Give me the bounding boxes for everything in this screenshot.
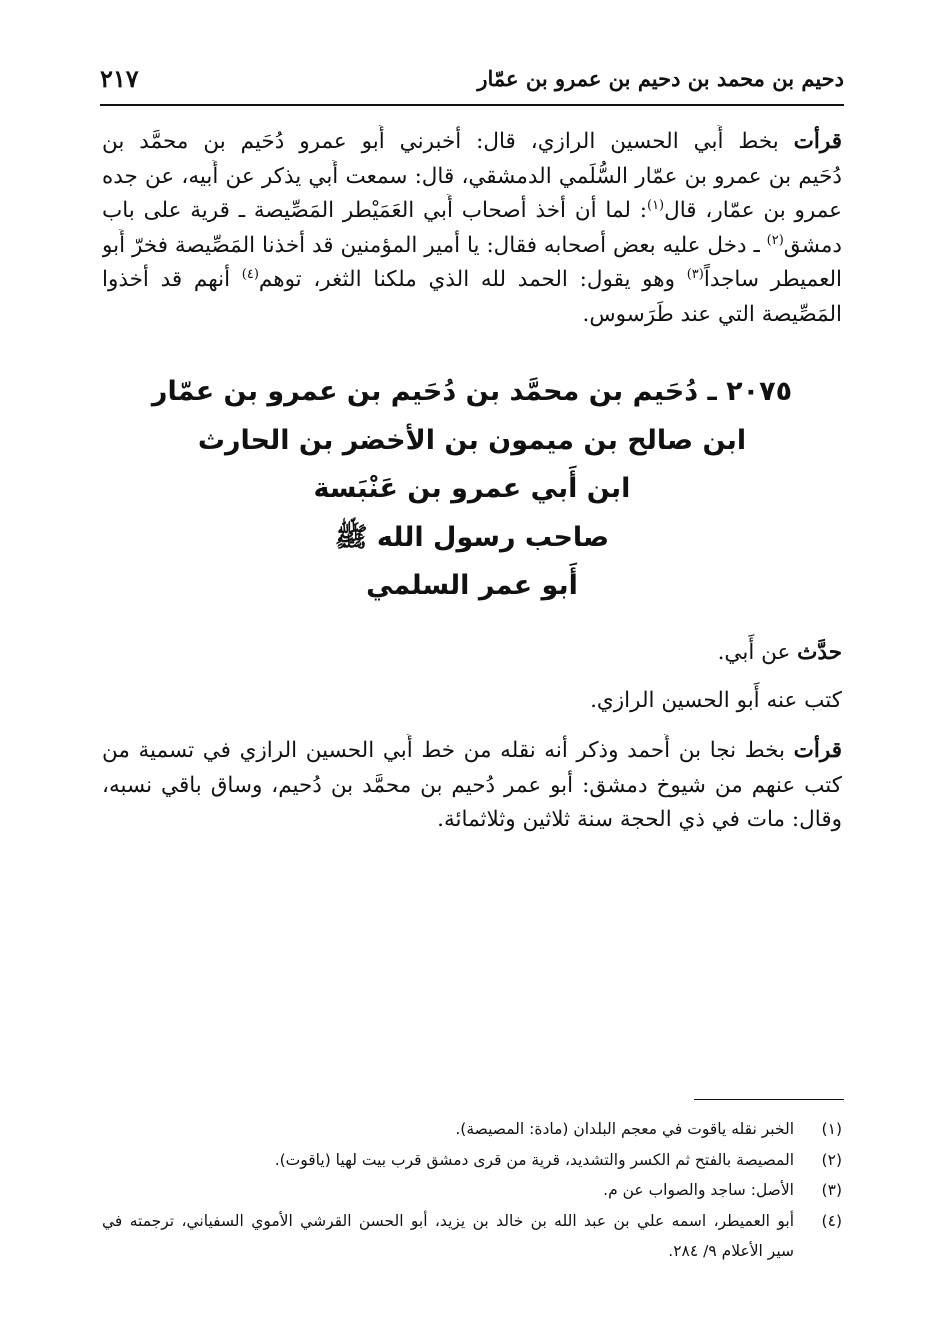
entry-heading-line: أَبو عمر السلمي [366,570,578,601]
footnote-rule [694,1099,844,1100]
footnote-number: (٣) [821,1181,842,1199]
footnote-4 [102,1206,842,1267]
paragraph-2b: كتب عنه أَبو الحسين الرازي. [590,688,842,713]
footnote-number: (١) [821,1120,842,1138]
entry-heading-line: صاحب رسول الله ﷺ [334,521,610,553]
paragraph-3-line: كتب عنهم من شيوخ دمشق: أبو عمر دُحيم بن محمَّد بن دُحيم، وساق باقي نسبه، [102,772,842,798]
paragraph-1-line-text: بخط أَبي الحسين الرازي، قال: أخبرني أَبو عمرو دُحَيم بن محمَّد بن [102,129,794,154]
paragraph-3 [102,734,842,838]
footnote-text: الخبر نقله ياقوت في معجم البلدان (مادة: المصيصة). [455,1120,794,1138]
paragraph-1-line [102,194,842,229]
footnotes [102,1114,842,1267]
paragraph-2-lead: حدَّث [797,640,842,665]
footnote-ref-1[interactable]: (١) [646,197,665,213]
page-number: ٢١٧ [100,64,139,93]
paragraph-3-line: وقال: مات في ذي الحجة سنة ثلاثين وثلاثمائة. [437,807,842,832]
footnote-ref-3[interactable]: (٣) [686,266,704,282]
footnote-text: أبو العميطر، اسمه علي بن عبد الله بن خالد بن يزيد، أبو الحسن القرشي الأموي السفياني، ترجمته في [102,1211,794,1230]
paragraph-1-line-text: : لما أن أخذ أصحاب أَبي العَمَيْطر المَصِّيصة ـ قرية على باب [102,198,647,223]
paragraph-1-line: دُحَيم بن عمرو بن عمّار السُّلَمي الدمشقي، قال: سمعت أَبي يذكر عن أَبيه، عن جده [102,163,842,189]
paragraph-1-lead: قرأت [793,129,842,154]
paragraph-1-line-text: وهو يقول: الحمد لله الذي ملكنا الثغر، توهم [258,267,687,292]
footnote-text: الأصل: ساجد والصواب عن م. [603,1181,794,1199]
running-title: دحيم بن محمد بن دحيم بن عمرو بن عمّار [477,66,844,91]
footnote-number: (٢) [821,1150,842,1169]
paragraph-1-line-text: أنهم قد أخذوا [102,267,242,292]
paragraph-1-line-text: دمشق [783,232,842,258]
paragraph-3-line-text: بخط نجا بن أَحمد وذكر أنه نقله من خط أَبي الحسين الرازي في تسمية من [102,738,794,763]
header-rule [100,104,844,106]
footnote-ref-4[interactable]: (٤) [241,266,259,282]
entry-heading-line: ٢٠٧٥ ـ دُحَيم بن محمَّد بن دُحَيم بن عمرو بن عمّار [151,376,793,407]
paragraph-2-text: عن أَبي. [717,640,798,665]
paragraph-1-line [102,263,842,298]
footnote-number: (٤) [821,1211,842,1230]
footnote-1 [102,1114,842,1145]
footnote-text: سير الأعلام ٩/ ٢٨٤. [668,1242,794,1260]
paragraph-1 [102,125,842,332]
paragraph-1-line-text: ـ دخل عليه بعض أصحابه فقال: يا أمير المؤمنين قد أخذنا المَصِّيصة فخرّ أَبو [102,232,767,258]
footnote-ref-2[interactable]: (٢) [766,232,784,248]
entry-heading-line: ابن أَبي عمرو بن عَنْبَسة [313,473,631,504]
paragraph-2 [718,640,842,665]
footnote-2 [102,1145,842,1176]
page-header [100,58,844,98]
footnote-3 [102,1175,842,1206]
paragraph-1-line [102,229,842,264]
paragraph-3-lead: قرأت [793,738,842,763]
paragraph-3-line [102,734,842,769]
paragraph-1-line-text: عمرو بن عمّار، قال [664,198,842,223]
paragraph-1-line [102,125,842,160]
entry-heading-line: ابن صالح بن ميمون بن الأخضر بن الحارث [197,424,747,456]
entry-heading [102,368,842,611]
paragraph-1-line: المَصِّيصة التي عند طَرَسوس. [582,301,842,327]
footnote-text: المصيصة بالفتح ثم الكسر والتشديد، قرية من قرى دمشق قرب بيت لهيا (ياقوت). [274,1150,794,1169]
paragraph-1-line-text: العميطر ساجداً [703,267,842,292]
